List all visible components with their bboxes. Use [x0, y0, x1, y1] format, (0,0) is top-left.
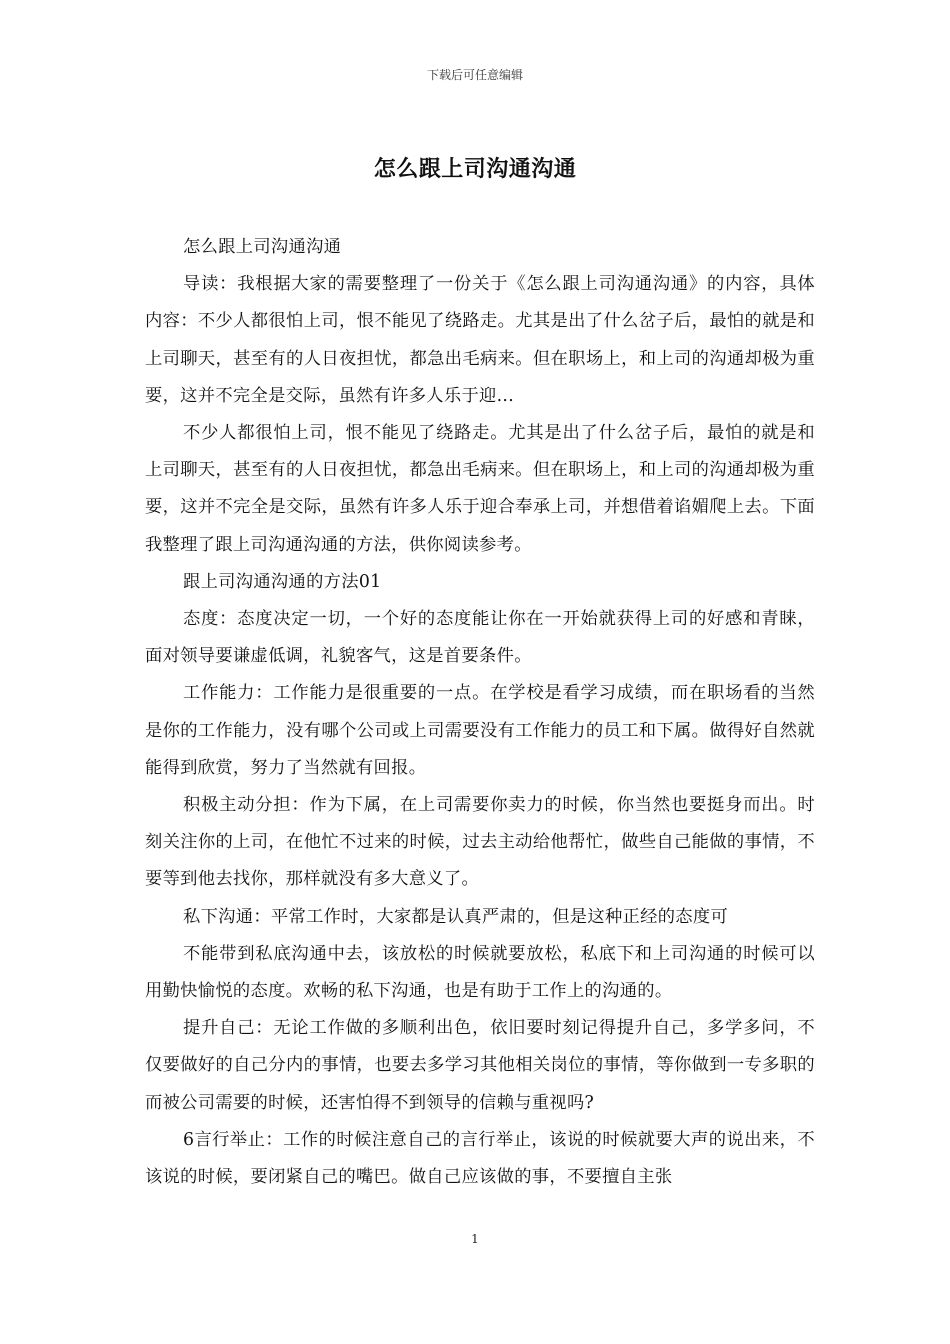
- document-title: 怎么跟上司沟通沟通: [373, 156, 577, 182]
- paragraph-intro: 导读：我根据大家的需要整理了一份关于《怎么跟上司沟通沟通》的内容，具体内容：不少人都很怕上司，恨不能见了绕路走。尤其是出了什么岔子后，最怕的就是和上司聊天，甚至有的人日夜担忧，都急出毛病来。但在职场上，和上司的沟通却极为重要，这并不完全是交际，虽然有许多人乐于迎...: [145, 274, 815, 406]
- header-note: 下载后可任意编辑: [426, 68, 523, 82]
- paragraph: 工作能力：工作能力是很重要的一点。在学校是看学习成绩，而在职场看的当然是你的工作能力，没有哪个公司或上司需要没有工作能力的员工和下属。做得好自然就能得到欣赏，努力了当然就有回报。: [145, 683, 815, 778]
- paragraph: 6言行举止：工作的时候注意自己的言行举止，该说的时候就要大声的说出来，不该说的时候，要闭紧自己的嘴巴。做自己应该做的事，不要擅自主张: [145, 1129, 815, 1188]
- paragraph: 积极主动分担：作为下属，在上司需要你卖力的时候，你当然也要挺身而出。时刻关注你的上司，在他忙不过来的时候，过去主动给他帮忙，做些自己能做的事情，不要等到他去找你，那样就没有多大意义了。: [145, 795, 815, 890]
- document-body: [145, 229, 815, 1196]
- paragraph-subtitle: 怎么跟上司沟通沟通: [183, 237, 342, 257]
- paragraph: 不少人都很怕上司，恨不能见了绕路走。尤其是出了什么岔子后，最怕的就是和上司聊天，甚至有的人日夜担忧，都急出毛病来。但在职场上，和上司的沟通却极为重要，这并不完全是交际，虽然有许多人乐于迎合奉承上司，并想借着谄媚爬上去。下面我整理了跟上司沟通沟通的方法，供你阅读参考。: [145, 423, 815, 555]
- section-heading: 跟上司沟通沟通的方法01: [183, 571, 382, 592]
- paragraph: 提升自己：无论工作做的多顺利出色，依旧要时刻记得提升自己，多学多问，不仅要做好的自己分内的事情，也要去多学习其他相关岗位的事情，等你做到一专多职的而被公司需要的时候，还害怕得不到领导的信赖与重视吗?: [145, 1018, 815, 1113]
- page-number: 1: [471, 1232, 479, 1246]
- paragraph: 不能带到私底沟通中去，该放松的时候就要放松，私底下和上司沟通的时候可以用勤快愉悦的态度。欢畅的私下沟通，也是有助于工作上的沟通的。: [145, 943, 815, 1002]
- paragraph: 态度：态度决定一切，一个好的态度能让你在一开始就获得上司的好感和青睐，面对领导要谦虚低调，礼貌客气，这是首要条件。: [145, 609, 815, 667]
- paragraph: 私下沟通：平常工作时，大家都是认真严肃的，但是这种正经的态度可: [183, 906, 729, 927]
